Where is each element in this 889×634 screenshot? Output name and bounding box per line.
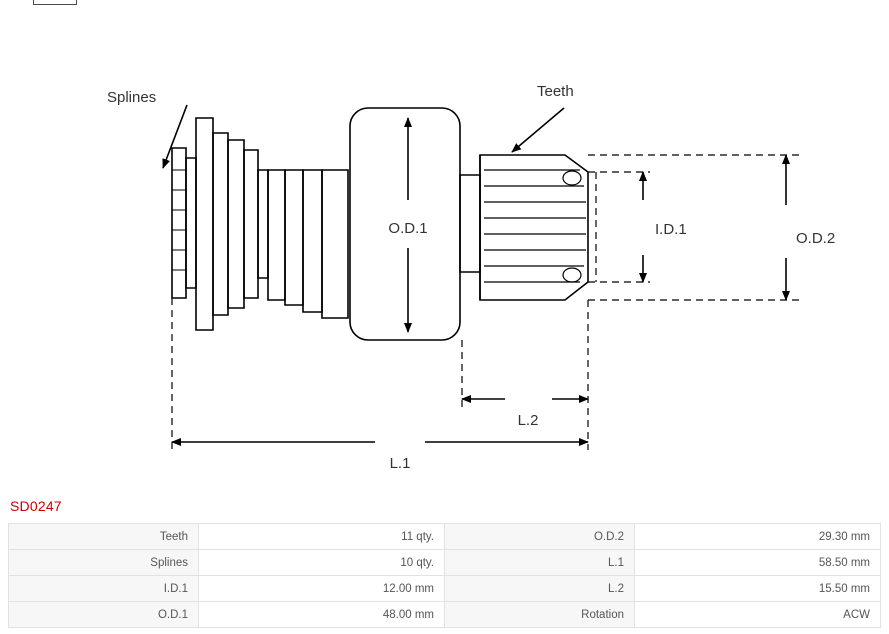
spec-value-l1: 58.50 mm (635, 550, 881, 576)
helix-coil-4 (322, 170, 348, 318)
table-row (9, 602, 881, 628)
mid-shaft (460, 175, 480, 272)
spec-label-splines: Splines (9, 550, 199, 576)
pinion-gear (480, 155, 588, 300)
spec-value-rotation: ACW (635, 602, 881, 628)
spec-value-od2: 29.30 mm (635, 524, 881, 550)
spec-value-splines: 10 qty. (199, 550, 445, 576)
spec-value-l2: 15.50 mm (635, 576, 881, 602)
callout-teeth-label: Teeth (537, 83, 574, 100)
dim-od1-label: O.D.1 (388, 220, 428, 237)
spline-sleeve-inner (186, 158, 196, 288)
helix-coil-1 (268, 170, 285, 300)
spec-label-od1: O.D.1 (9, 602, 199, 628)
spec-label-l1: L.1 (445, 550, 635, 576)
helix-base (258, 170, 268, 278)
dim-l1 (172, 298, 588, 472)
dim-id1 (588, 172, 687, 282)
spec-label-rotation: Rotation (445, 602, 635, 628)
spec-value-teeth: 11 qty. (199, 524, 445, 550)
spec-value-od1: 48.00 mm (199, 602, 445, 628)
dim-l1-label: L.1 (389, 455, 411, 472)
spline-hatch-lines (172, 170, 186, 270)
dim-id1-label: I.D.1 (655, 221, 687, 238)
dim-od1 (388, 118, 427, 332)
spec-label-l2: L.2 (445, 576, 635, 602)
callout-teeth (512, 83, 574, 152)
callout-splines (107, 89, 187, 168)
flange-disc (196, 118, 213, 330)
flange-hub (244, 150, 258, 298)
table-row (9, 550, 881, 576)
table-row (9, 576, 881, 602)
spec-label-id1: I.D.1 (9, 576, 199, 602)
spec-value-id1: 12.00 mm (199, 576, 445, 602)
dim-l2-label: L.2 (517, 412, 539, 429)
helix-coil-2 (285, 170, 303, 305)
dim-od2-label: O.D.2 (796, 230, 836, 247)
spec-label-od2: O.D.2 (445, 524, 635, 550)
table-row (9, 524, 881, 550)
helix-coil-3 (303, 170, 322, 312)
specification-table (8, 523, 881, 628)
part-code: SD0247 (10, 498, 62, 514)
flange-disc-2 (213, 133, 228, 315)
flange-disc-3 (228, 140, 244, 308)
spec-label-teeth: Teeth (9, 524, 199, 550)
dim-l2 (462, 300, 588, 450)
drive-body-outline (172, 108, 588, 340)
pinion-teeth-lines (484, 170, 586, 282)
dim-od2 (588, 155, 835, 300)
callout-splines-label: Splines (107, 89, 157, 106)
